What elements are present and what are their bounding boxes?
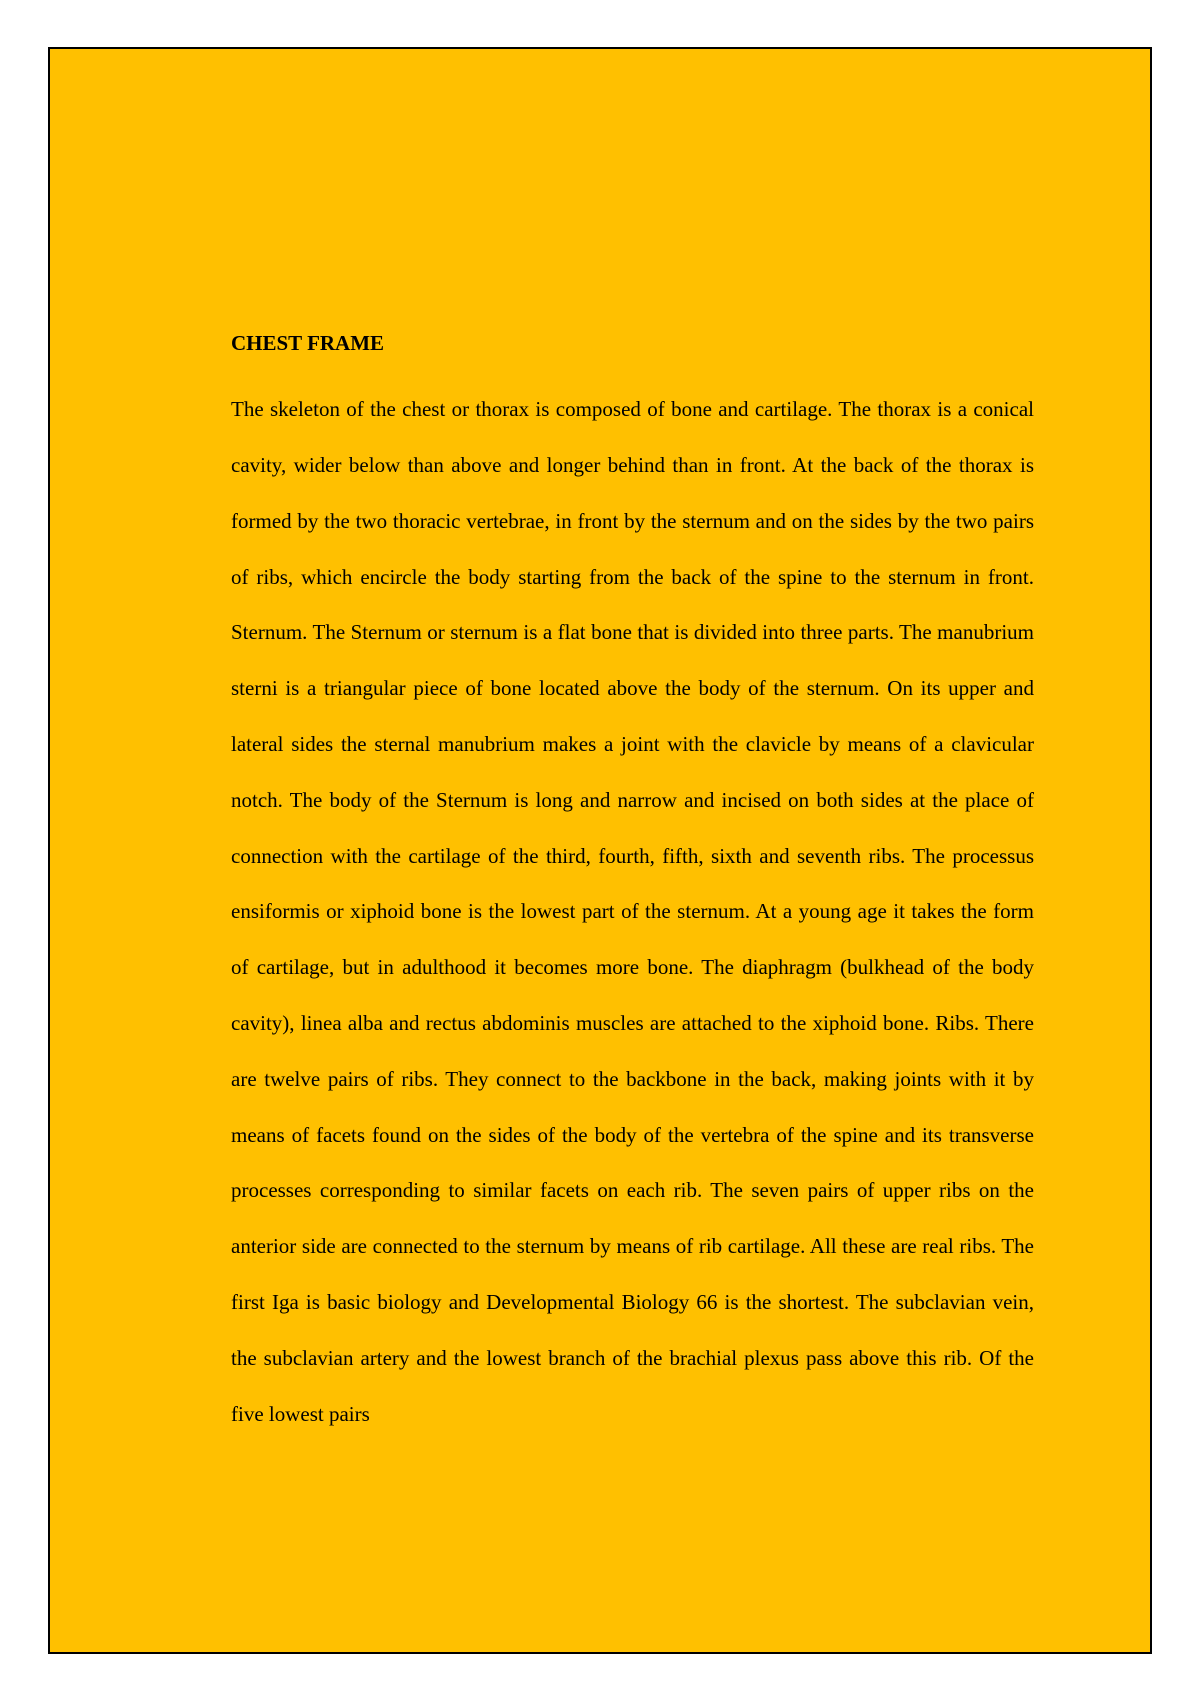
document-title: CHEST FRAME [231, 331, 385, 355]
document-content [231, 331, 1034, 1442]
document-paragraph: The skeleton of the chest or thorax is composed of bone and cartilage. The thorax is a conical cavity, wider below than above and longer behind than in front. At the back of the thorax is formed by the two thoracic vertebrae, in front by the sternum and on the sides by the two pairs of ribs, which encircle the body starting from the back of the spine to the sternum in front. Sternum. The Sternum or sternum is a flat bone that is divided into three parts. The manubrium sterni is a triangular piece of bone located above the body of the sternum. On its upper and lateral sides the sternal manubrium makes a joint with the clavicle by means of a clavicular notch. The body of the Sternum is long and narrow and incised on both sides at the place of connection with the cartilage of the third, fourth, fifth, sixth and seventh ribs. The processus ensiformis or xiphoid bone is the lowest part of the sternum. At a young age it takes the form of cartilage, but in adulthood it becomes more bone. The diaphragm (bulkhead of the body cavity), linea alba and rectus abdominis muscles are attached to the xiphoid bone. Ribs. There are twelve pairs of ribs. They connect to the backbone in the back, making joints with it by means of facets found on the sides of the body of the vertebra of the spine and its transverse processes corresponding to similar facets on each rib. The seven pairs of upper ribs on the anterior side are connected to the sternum by means of rib cartilage. All these are real ribs. The first Iga is basic biology and Developmental Biology 66 is the shortest. The subclavian vein, the subclavian artery and the lowest branch of the brachial plexus pass above this rib. Of the five lowest pairs [231, 397, 1034, 1426]
page-frame [48, 47, 1152, 1654]
